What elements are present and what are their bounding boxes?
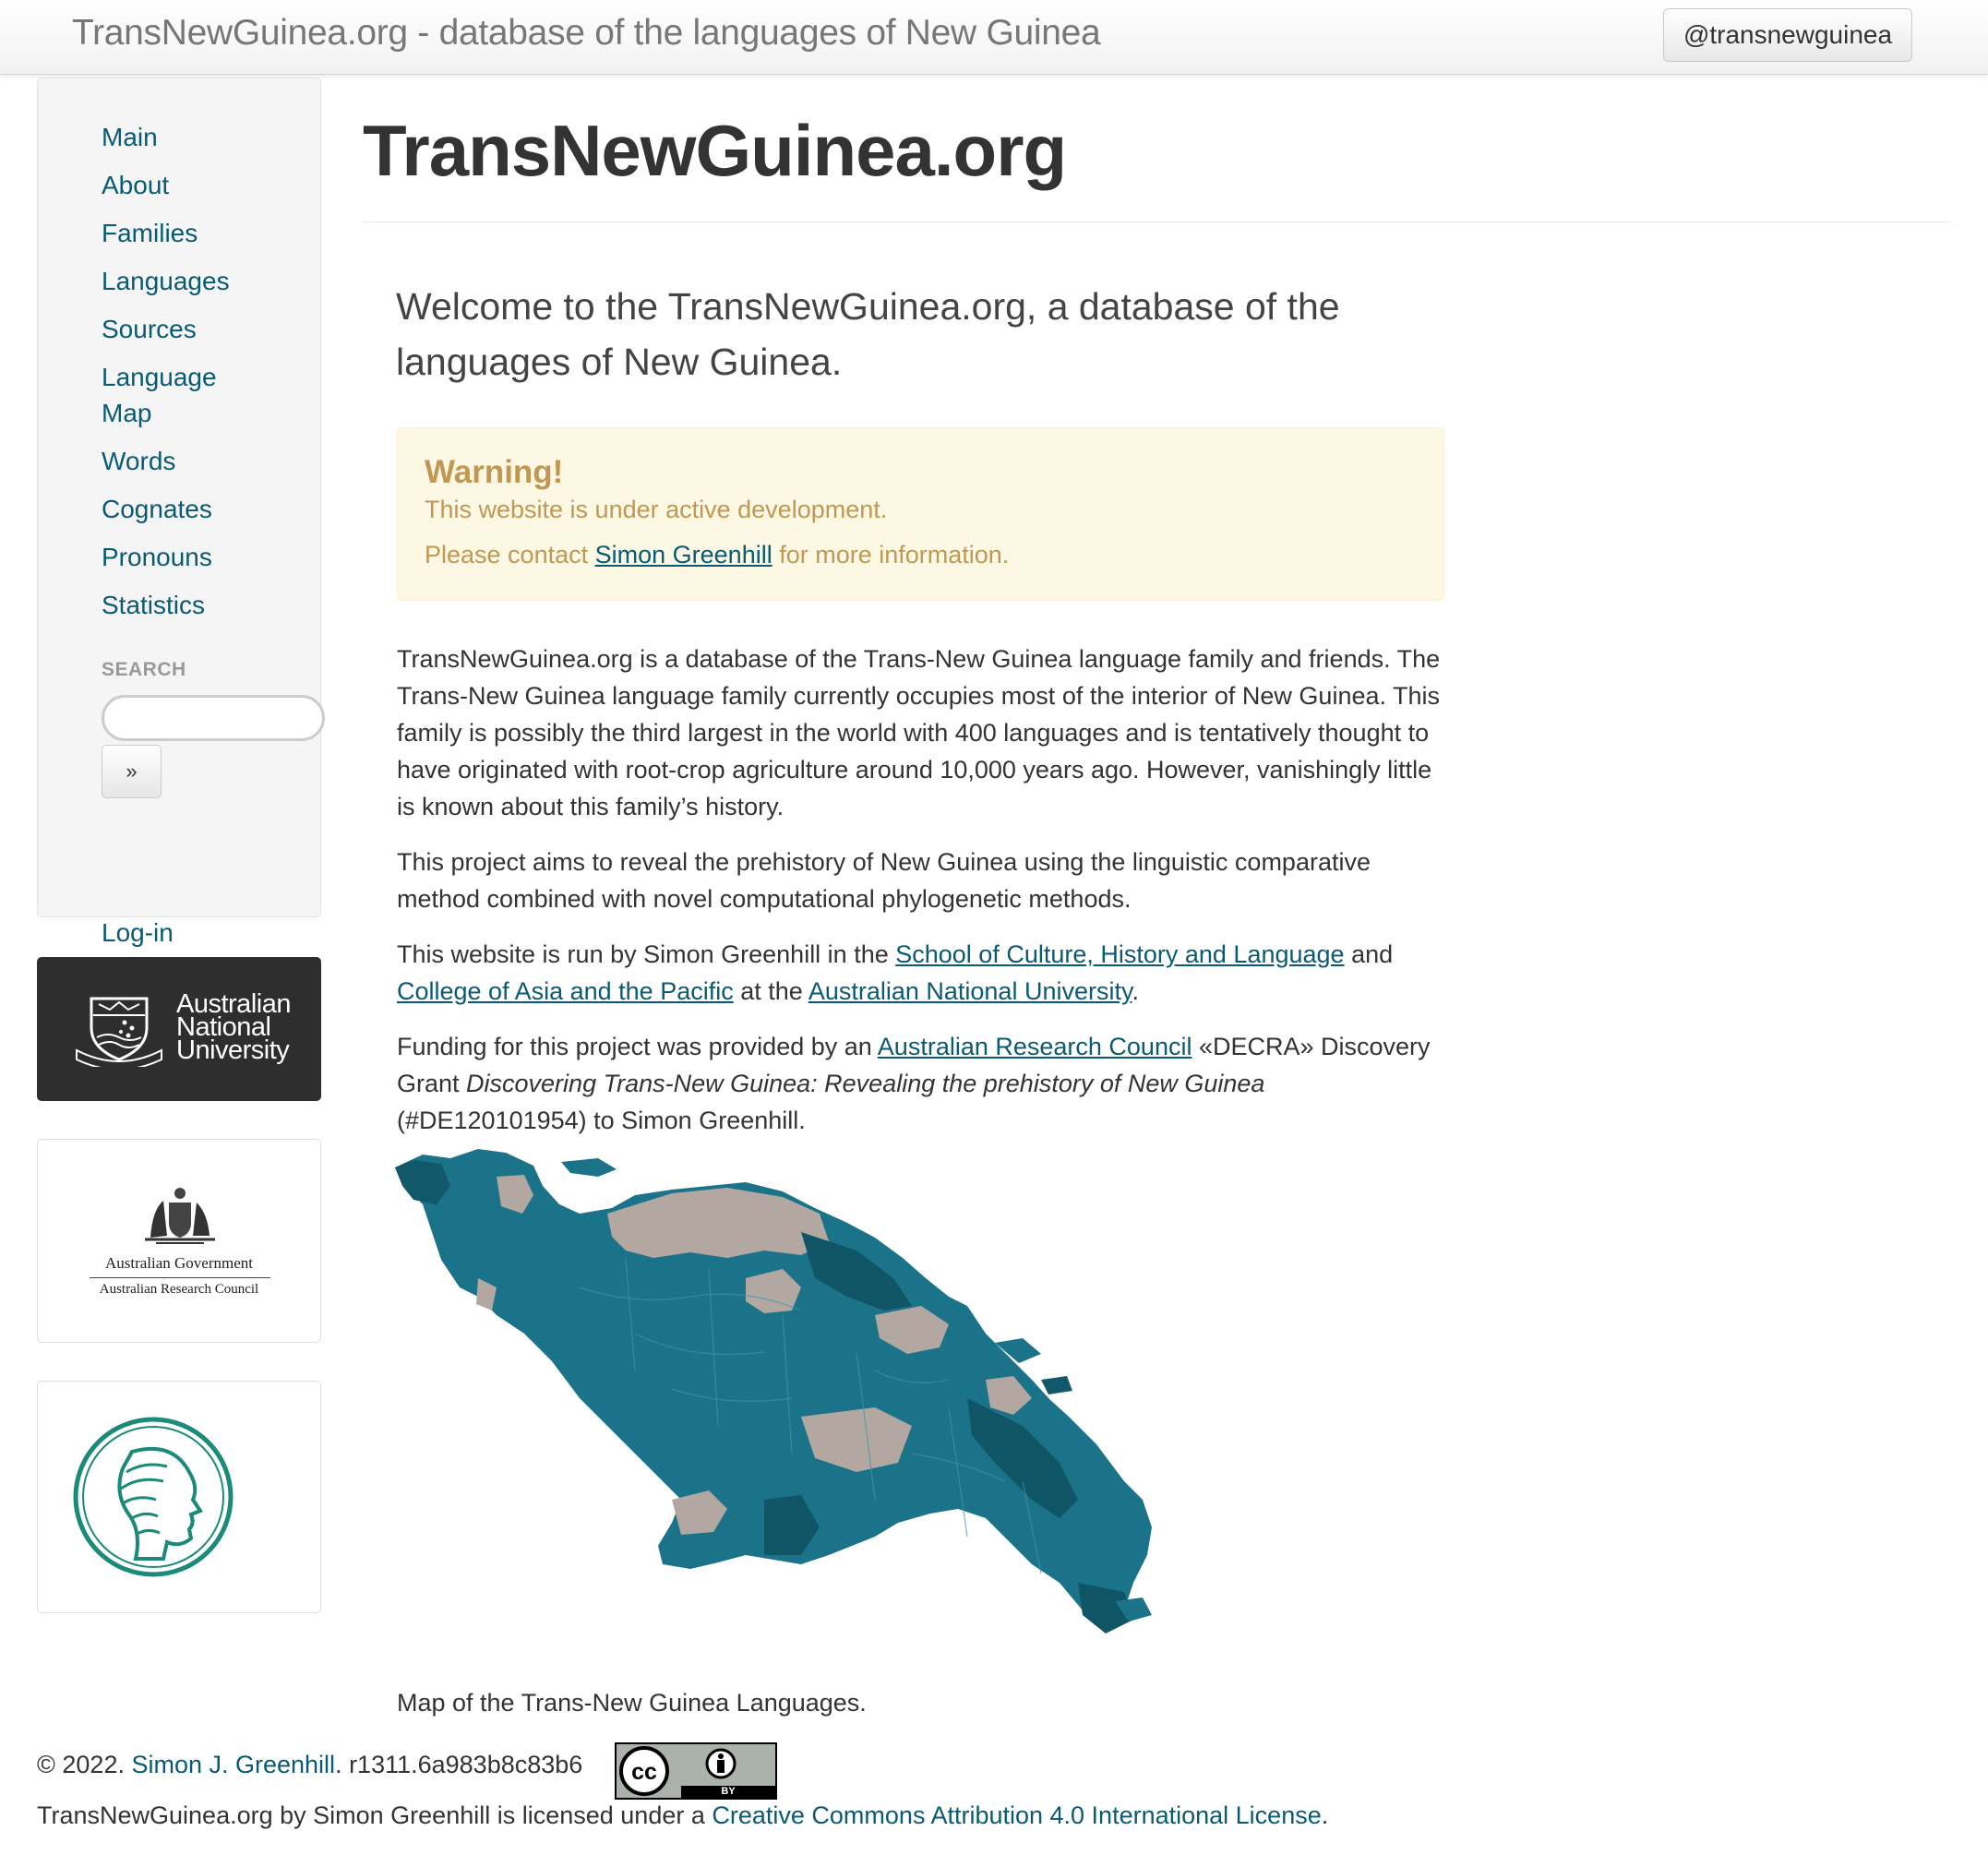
warning-line1: This website is under active development. — [425, 496, 888, 523]
sidebar-item-pronouns[interactable]: Pronouns — [102, 543, 212, 571]
minerva-icon — [71, 1415, 235, 1579]
page-title: TransNewGuinea.org — [363, 110, 1067, 191]
copyright-text: © 2022. — [37, 1751, 132, 1778]
project-paragraph: This project aims to reveal the prehistory of New Guinea using the linguistic comparative method combined with novel computational phylogenetic methods. — [397, 848, 1371, 913]
affiliation-text4: . — [1132, 977, 1139, 1005]
sidebar-item-cognates[interactable]: Cognates — [102, 495, 212, 523]
anu-logo[interactable] — [37, 957, 321, 1101]
arc-line2: Australian Research Council — [99, 1282, 259, 1297]
funding-text1: Funding for this project was provided by an — [397, 1033, 878, 1060]
affiliation-text2: and — [1344, 940, 1394, 968]
login-link[interactable]: Log-in — [102, 918, 174, 947]
grant-title: Discovering Trans-New Guinea: Revealing the prehistory of New Guinea — [466, 1070, 1265, 1097]
map-caption: Map of the Trans-New Guinea Languages. — [397, 1689, 867, 1717]
map-island-3 — [1041, 1376, 1072, 1394]
funding-text3: (#DE120101954) to Simon Greenhill. — [397, 1107, 806, 1134]
welcome-lead: Welcome to the TransNewGuinea.org, a database of the languages of New Guinea. — [396, 285, 1340, 383]
sidebar-item-sources[interactable]: Sources — [102, 315, 197, 343]
sidebar-item-languages[interactable]: Languages — [102, 267, 230, 295]
funding-paragraph — [397, 1028, 1454, 1139]
affiliation-text3: at the — [733, 977, 808, 1005]
sidebar-nav — [102, 119, 240, 635]
anu-link[interactable]: Australian National University — [808, 977, 1132, 1005]
warning-alert — [397, 427, 1444, 601]
svg-text:cc: cc — [631, 1759, 657, 1785]
brand-link[interactable]: TransNewGuinea.org - database of the languages of New Guinea — [72, 13, 1101, 53]
funding-text2: «DECRA» Discovery Grant — [397, 1033, 1431, 1097]
anu-logo-text — [176, 989, 291, 1065]
affiliation-paragraph — [397, 936, 1454, 1010]
anu-crest-icon — [73, 991, 165, 1067]
school-link[interactable]: School of Culture, History and Language — [895, 940, 1345, 968]
sidebar-item-main[interactable]: Main — [102, 123, 158, 151]
warning-heading: Warning! — [425, 454, 564, 490]
arc-line1: Australian Government — [104, 1254, 254, 1272]
map-island-1 — [561, 1158, 617, 1177]
anu-line1: Australian — [176, 989, 291, 1019]
revision-text: . r1311.6a983b8c83b6 — [335, 1751, 583, 1778]
cc-by-label: BY — [681, 1786, 775, 1798]
language-map-image — [395, 1149, 1447, 1693]
search-input[interactable] — [102, 695, 325, 741]
footer-copyright — [37, 1751, 582, 1779]
twitter-button[interactable]: @transnewguinea — [1663, 8, 1912, 62]
anu-line3: University — [176, 1035, 290, 1065]
arc-logo[interactable] — [37, 1139, 321, 1343]
license-prefix: TransNewGuinea.org by Simon Greenhill is licensed under a — [37, 1801, 713, 1829]
sidebar — [37, 78, 321, 947]
sidebar-item-statistics[interactable]: Statistics — [102, 591, 206, 619]
anu-line2: National — [176, 1012, 271, 1042]
title-divider — [363, 221, 1950, 222]
cc-by-badge[interactable] — [615, 1742, 777, 1800]
author-link[interactable]: Simon J. Greenhill — [131, 1751, 336, 1778]
search-label: SEARCH — [102, 659, 186, 680]
arc-divider — [90, 1277, 270, 1278]
warning-line2-suffix: for more information. — [772, 541, 1010, 568]
warning-line2 — [425, 538, 1443, 571]
max-planck-logo[interactable] — [37, 1381, 321, 1613]
license-link[interactable]: Creative Commons Attribution 4.0 International License — [712, 1801, 1322, 1829]
footer-license — [37, 1801, 1328, 1830]
search-submit-button[interactable]: » — [102, 745, 162, 798]
sidebar-item-language-map[interactable]: Language Map — [102, 363, 217, 427]
college-link[interactable]: College of Asia and the Pacific — [397, 977, 734, 1005]
intro-paragraph: TransNewGuinea.org is a database of the Trans-New Guinea language family and friends. The Trans-New Guinea language family currently occupies most of the interior of New Guinea. This family is possibly the third largest in the world with 400 languages and is tentatively thought to have originated with root-crop agriculture around 10,000 years ago. However, vanishingly little is known about this family’s history. — [397, 645, 1441, 820]
license-suffix: . — [1321, 1801, 1329, 1829]
sidebar-item-families[interactable]: Families — [102, 219, 198, 247]
warning-line2-prefix: Please contact — [425, 541, 595, 568]
creative-commons-icon — [618, 1746, 672, 1796]
top-navbar — [0, 0, 1988, 75]
attribution-icon — [705, 1748, 737, 1779]
contact-link[interactable]: Simon Greenhill — [594, 541, 772, 568]
coat-of-arms-icon — [138, 1182, 222, 1247]
arc-link[interactable]: Australian Research Council — [877, 1033, 1192, 1060]
sidebar-item-about[interactable]: About — [102, 171, 170, 199]
sidebar-item-words[interactable]: Words — [102, 447, 176, 475]
affiliation-text1: This website is run by Simon Greenhill in the — [397, 940, 896, 968]
